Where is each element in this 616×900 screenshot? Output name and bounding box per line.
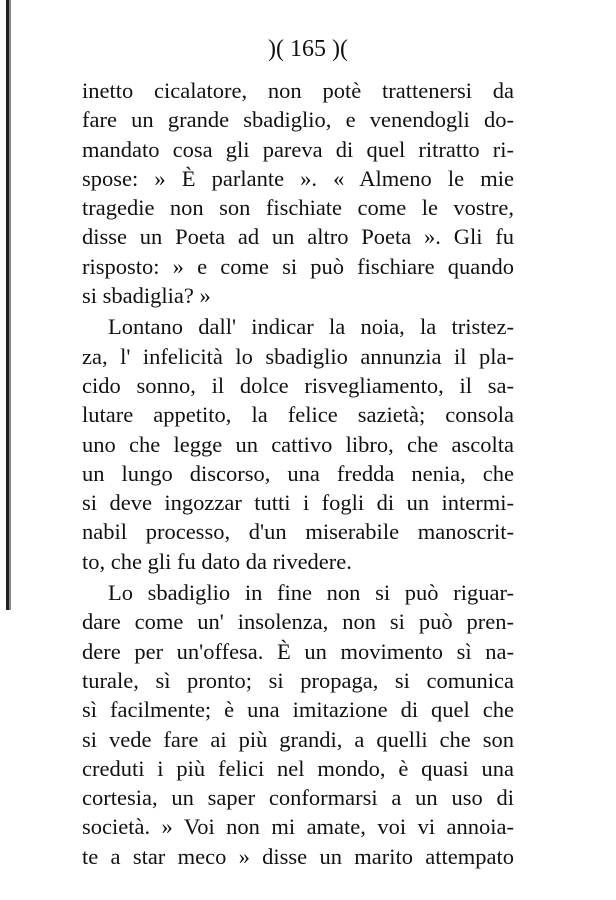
paragraph xyxy=(82,578,514,871)
body-text xyxy=(82,76,514,871)
page-edge-shadow-inner xyxy=(9,0,11,610)
text-line: to, che gli fu dato da rivedere. xyxy=(82,548,352,574)
text-line: nabil processo, d'un miserabile manoscrit- xyxy=(82,519,514,545)
text-line: dare come un' insolenza, non si può pren- xyxy=(82,609,514,635)
text-line: turale, sì pronto; si propaga, si comunica xyxy=(82,667,514,693)
text-line: si deve ingozzar tutti i fogli di un intermi- xyxy=(82,490,514,516)
text-line: disse un Poeta ad un altro Poeta ». Gli fu xyxy=(82,224,514,250)
text-line: si vede fare ai più grandi, a quelli che son xyxy=(82,726,514,752)
text-line: mandato cosa gli pareva di quel ritratto ri- xyxy=(82,136,514,162)
text-line: spose: » È parlante ». « Almeno le mie xyxy=(82,165,514,191)
text-line: tragedie non son fischiate come le vostre, xyxy=(82,195,514,221)
page-number: )( 165 )( xyxy=(268,36,348,62)
text-line: cortesia, un saper conformarsi a un uso di xyxy=(82,785,514,811)
text-line: risposto: » e come si può fischiare quando xyxy=(82,253,514,279)
text-line: un lungo discorso, una fredda nenia, che xyxy=(82,460,514,486)
text-line: Lontano dall' indicar la noia, la tristez- xyxy=(108,314,514,340)
text-line: za, l' infelicità lo sbadiglio annunzia il pla- xyxy=(82,343,514,369)
text-line: fare un grande sbadiglio, e venendogli do- xyxy=(82,107,514,133)
paragraph xyxy=(82,312,514,576)
text-line: cido sonno, il dolce risvegliamento, il sa- xyxy=(82,372,514,398)
text-line: uno che legge un cattivo libro, che ascolta xyxy=(82,431,514,457)
text-line: società. » Voi non mi amate, voi vi annoia- xyxy=(82,814,514,840)
text-line: inetto cicalatore, non potè trattenersi da xyxy=(82,78,514,103)
text-line: Lo sbadiglio in fine non si può riguar- xyxy=(108,580,514,606)
text-line: te a star meco » disse un marito attempato xyxy=(82,843,514,869)
text-line: si sbadiglia? » xyxy=(82,283,211,309)
text-line: dere per un'offesa. È un movimento sì na- xyxy=(82,638,514,664)
text-line: creduti i più felici nel mondo, è quasi una xyxy=(82,755,514,781)
text-line: sì facilmente; è una imitazione di quel che xyxy=(82,697,514,723)
paragraph xyxy=(82,76,514,310)
text-line: lutare appetito, la felice sazietà; consola xyxy=(82,402,514,428)
